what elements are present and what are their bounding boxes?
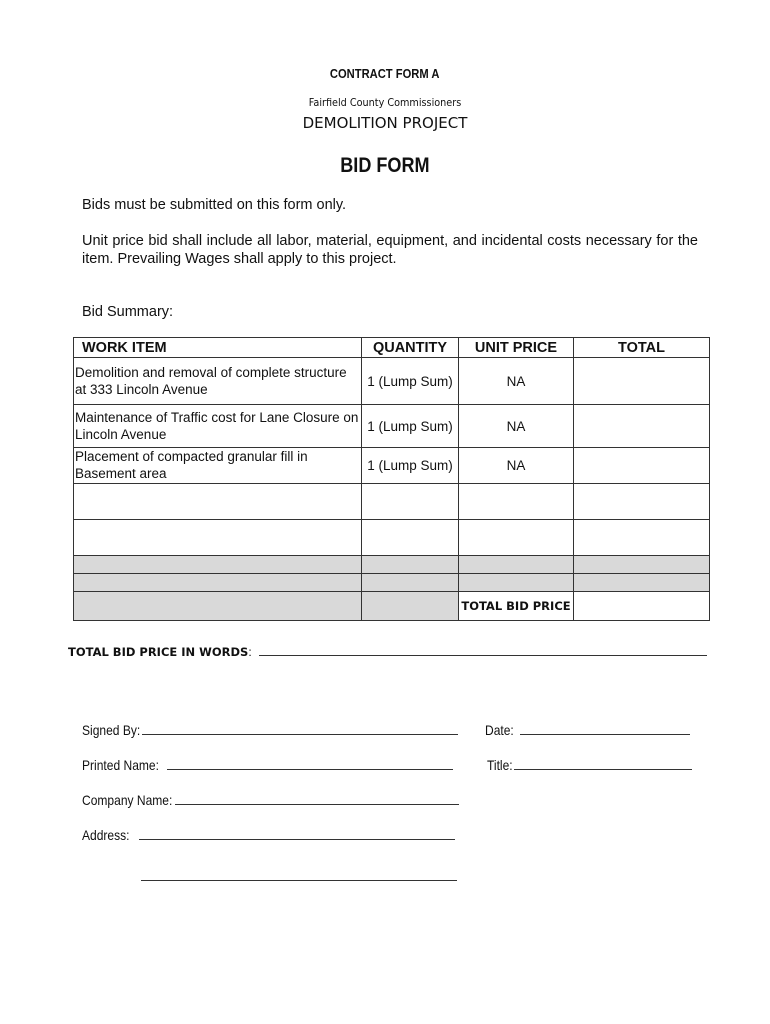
date-line[interactable] xyxy=(520,722,690,735)
company-name-row xyxy=(82,792,459,808)
quantity-cell: 1 (Lump Sum) xyxy=(362,358,459,405)
empty-cell[interactable] xyxy=(459,520,574,556)
signed-by-row xyxy=(82,722,458,738)
header-quantity: QUANTITY xyxy=(362,338,459,358)
page-title: BID FORM xyxy=(340,154,430,177)
bid-summary-table xyxy=(73,337,710,621)
empty-cell[interactable] xyxy=(574,520,710,556)
shaded-cell xyxy=(459,556,574,574)
shaded-cell xyxy=(74,592,362,621)
table-row-shaded xyxy=(74,574,710,592)
work-item-cell: Maintenance of Traffic cost for Lane Closure on Lincoln Avenue xyxy=(74,405,362,448)
total-cell[interactable] xyxy=(574,448,710,484)
total-in-words-line[interactable] xyxy=(259,643,707,656)
printed-name-row xyxy=(82,757,453,773)
printed-name-label: Printed Name: xyxy=(82,757,159,773)
empty-cell[interactable] xyxy=(74,520,362,556)
unit-price-cell: NA xyxy=(459,358,574,405)
total-bid-price-label: TOTAL BID PRICE xyxy=(459,592,574,621)
empty-cell[interactable] xyxy=(574,484,710,520)
title-line[interactable] xyxy=(514,757,692,770)
table-row xyxy=(74,448,710,484)
signed-by-line[interactable] xyxy=(142,722,458,735)
shaded-cell xyxy=(362,556,459,574)
address-row xyxy=(82,827,455,843)
shaded-cell xyxy=(362,574,459,592)
title-row xyxy=(487,757,692,773)
table-row xyxy=(74,358,710,405)
table-row-shaded xyxy=(74,556,710,574)
shaded-cell xyxy=(74,574,362,592)
address-line-2[interactable] xyxy=(141,868,457,881)
table-header-row xyxy=(74,338,710,358)
empty-cell[interactable] xyxy=(362,520,459,556)
printed-name-line[interactable] xyxy=(167,757,453,770)
address-line-1[interactable] xyxy=(139,827,455,840)
submission-instruction: Bids must be submitted on this form only. xyxy=(82,197,347,213)
work-item-cell: Demolition and removal of complete structure at 333 Lincoln Avenue xyxy=(74,358,362,405)
total-bid-price-value[interactable] xyxy=(574,592,710,621)
signed-by-label: Signed By: xyxy=(82,722,141,738)
header-total: TOTAL xyxy=(574,338,710,358)
header-unit-price: UNIT PRICE xyxy=(459,338,574,358)
shaded-cell xyxy=(362,592,459,621)
shaded-cell xyxy=(459,574,574,592)
agency-name: Fairfield County Commissioners xyxy=(308,97,462,109)
total-cell[interactable] xyxy=(574,405,710,448)
work-item-cell: Placement of compacted granular fill in Basement area xyxy=(74,448,362,484)
title-label: Title: xyxy=(487,757,513,773)
unit-price-cell: NA xyxy=(459,405,574,448)
total-in-words-row xyxy=(68,643,707,659)
total-cell[interactable] xyxy=(574,358,710,405)
form-label: CONTRACT FORM A xyxy=(330,66,440,81)
date-label: Date: xyxy=(485,722,514,738)
company-name-label: Company Name: xyxy=(82,792,173,808)
project-name: DEMOLITION PROJECT xyxy=(302,114,468,132)
quantity-cell: 1 (Lump Sum) xyxy=(362,448,459,484)
table-row-empty xyxy=(74,520,710,556)
table-row xyxy=(74,405,710,448)
header-work-item: WORK ITEM xyxy=(74,338,362,358)
empty-cell[interactable] xyxy=(74,484,362,520)
empty-cell[interactable] xyxy=(362,484,459,520)
shaded-cell xyxy=(574,556,710,574)
total-bid-price-row xyxy=(74,592,710,621)
empty-cell[interactable] xyxy=(459,484,574,520)
bid-summary-label: Bid Summary: xyxy=(82,304,174,320)
unit-price-cell: NA xyxy=(459,448,574,484)
address-label: Address: xyxy=(82,827,130,843)
date-row xyxy=(485,722,690,738)
total-in-words-label: TOTAL BID PRICE IN WORDS xyxy=(68,645,249,659)
table-row-empty xyxy=(74,484,710,520)
unit-price-instruction: Unit price bid shall include all labor, material, equipment, and incidental costs necessary for the item. Prevailing Wages shall apply to this project. xyxy=(82,233,698,267)
colon: : xyxy=(248,645,252,659)
shaded-cell xyxy=(574,574,710,592)
shaded-cell xyxy=(74,556,362,574)
company-name-line[interactable] xyxy=(175,792,459,805)
quantity-cell: 1 (Lump Sum) xyxy=(362,405,459,448)
